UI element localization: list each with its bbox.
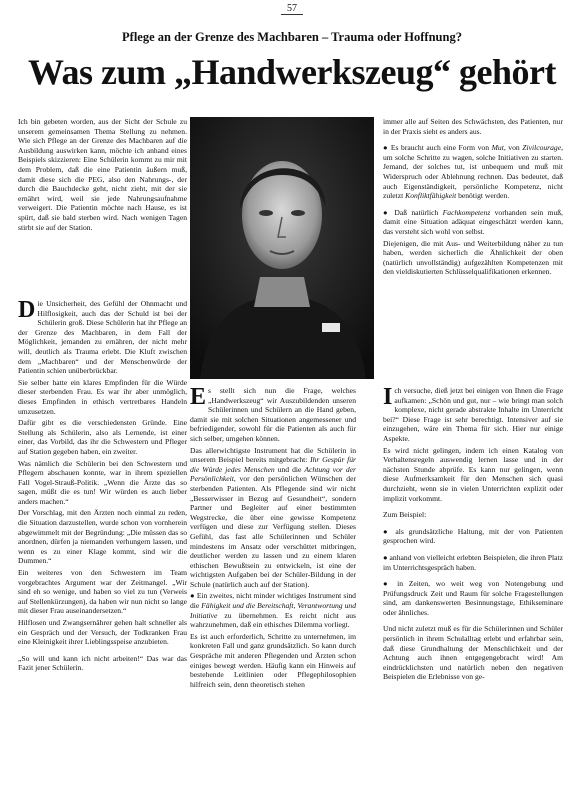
paragraph: Dafür gibt es die verschiedensten Gründe. Eine Stellung als Schülerin, also als Lernende, ist einer einer, das Vorbild, das ihr die Schwestern und Pfleger auf Station gegeben haben, ein zweiter. [18, 418, 187, 456]
paragraph: Es ist auch erforderlich, Schritte zu unternehmen, im konkreten Fall und ganz grundsätzlich. So kann durch Gespräche mit anderen Pflegenden und Ärzten schon einiges bewegt werden. Häufig kann ein Hinweis auf bestehende Leitlinien oder Pflegephilosophien hilfreich sein, denn theoretisch stehen [190, 631, 356, 689]
bullet-item: ● Es braucht auch eine Form von Mut, von Zivilcourage, um solche Schritte zu wagen, solche Initiativen zu starten. Jemand, der solches tut, ist unbequem und muß mit Widerspruch oder Ablehnung rechnen. Das bedeutet, daß auch Eigenständigkeit, persönliche Kompetenz, nicht zuletzt Konfliktfähigkeit benötigt werden. [383, 143, 563, 201]
dropcap: I [383, 386, 393, 410]
dropcap: D [18, 299, 36, 323]
paragraph: Was nämlich die Schülerin bei den Schwestern und Pflegern abschauen konnte, war in ihrem speziellen Fall Vogel-Strauß-Politik. „Wenn die Ärzte das so sagen, müßt die es tun! Wir würden es auch lieber anders machen.“ [18, 458, 187, 506]
paragraph: Es wird nicht gelingen, indem ich einen Katalog von Verhaltensregeln auswendig lernen lasse und in der nächsten Stunde abprüfe. Es kann nur gelingen, wenn diese Aufmerksamkeit für den Menschen sich quasi durchzieht, wenn sie in vielen Unterrichten explizit oder implizit vorkommt. [383, 445, 563, 503]
bullet-item: ● Daß natürlich Fachkompetenz vorhanden sein muß, damit eine Situation adäquat eingeschätzt werden kann, das versteht sich wohl von selbst. [383, 207, 563, 236]
bullet-item: ● in Zeiten, wo weit weg von Notengebung und Prüfungsdruck Zeit und Raum für solche Fragestellungen sind, am dankenswerten Besinnungstage, Ethikseminare oder ähnliches. [383, 579, 563, 617]
portrait-photo [190, 117, 374, 379]
column-left-top [18, 117, 187, 299]
paragraph: Das allerwichtigste Instrument hat die Schülerin in unserem Beispiel bereits mitgebracht: Ihr Gespür für die Würde jedes Menschen und die Achtung vor der Persönlichkeit, vor den persönlichen Wünschen der sterbenden Patienten. Als Pflegende sind wir nicht „Besserwisser in Bezug auf Gesundheit“, sondern Partner und Begleiter auf einer bestimmten Wegstrecke, die über eine gewisse Kompetenz verfügen und diese zur Verfügung stellen. Dieses Gefühl, das fast alle Schülerinnen und Schüler mindestens im Ansatz oder verschüttet mitbringen, deutlicher werden zu lassen und zu einem klaren ethischen Bewußtsein zu entwickeln, ist eine der wichtigsten Aufgaben bei der Schüler-Bildung in der Schule (natürlich auch auf der Station). [190, 445, 356, 589]
page-number: 57 [0, 3, 584, 14]
paragraph: immer alle auf Seiten des Schwächsten, des Patienten, nur in der Praxis sieht es anders aus. [383, 117, 563, 136]
paragraph: Zum Beispiel: [383, 510, 427, 520]
paragraph: Der Vorschlag, mit den Ärzten noch einmal zu reden, die Situation darzustellen, wurde schon von vornherein abgewimmelt mit der Begründung: „Die müssen das so anordnen, dürfen ja niemanden verhungern lassen, und wenn es zu einer Klage kommt, sind wir die Dummen.“ [18, 508, 187, 566]
paragraph: Es stellt sich nun die Frage, welches „Handwerkszeug“ wir Auszubildenden unseren Schülerinnen und Schülern an die Hand geben, damit sie mit solchen Situationen angemessener und befriedigender, sowohl für die Patienten als auch für sich selber, umgehen können. [190, 386, 356, 443]
paragraph: Sie selber hatte ein klares Empfinden für die Würde dieser sterbenden Frau. Es war ihr aber unmöglich, dieses Empfinden in ethisch vertretbares Handeln umzusetzen. [18, 377, 187, 416]
paragraph: Und nicht zuletzt muß es für die Schülerinnen und Schüler persönlich in ihrem Schulalltag erlebt und erfahrbar sein, daß diese Grundhaltung der Menschlichkeit und der Achtung auch ihnen entgegengebracht wird! Am eindrücklichsten und natürlich neben den negativen Beispielen die Erlebnisse von ge- [383, 624, 563, 682]
bullet-item: ● als grundsätzliche Haltung, mit der von Patienten gesprochen wird. [383, 526, 563, 546]
paragraph: ● Ein zweites, nicht minder wichtiges Instrument sind die Fähigkeit und die Bereitschaft, Verantwortung und Initiative zu übernehmen. Es reicht nicht aus wahrzunehmen, daß ein ethisches Dilemma vorliegt. [190, 591, 356, 630]
paragraph: Hilflosen und Zwangsernährer gehen halt schneller als ein Gespräch und der Versuch, der Todkranken Frau eine Kleinigkeit ihrer Lieblingsspeise anzubieten. [18, 618, 187, 647]
kicker: Pflege an der Grenze des Machbaren – Trauma oder Hoffnung? [122, 30, 462, 44]
column-right-top [383, 117, 563, 385]
paragraph: Ein weiteres von den Schwestern im Team vorgebrachtes Argument war der Zeitmangel. „Wir sind eh so wenige, und haben so viel zu tun (Verweis auf Stellenkürzungen), da haben wir nun nicht so lange mit dieser Frau auseinandersetzen.“ [18, 568, 187, 616]
dropcap: E [190, 386, 207, 410]
portrait-photo-image [190, 117, 374, 379]
column-left-bottom [18, 299, 187, 801]
paragraph: Ich bin gebeten worden, aus der Sicht der Schule zu unserem gemeinsamen Thema Stellung zu nehmen. Wie sich Pflege an der Grenze des Machbaren auf die Ausbildung auswirken kann, möchte ich anhand eines Beispiels skizzieren: Eine Schülerin kommt zu mir mit dem Problem, daß die eine Patientin äußern muß, damit diese sich die PEG, also den Nahrungs-, der durch die Bauchdecke geht, nicht zieht, mit der sie ernährt wird, weil sie jede Nahrungsaufnahme verweigert. Die Patientin möchte nach Hause, es ist spürt, daß sie bald sterben wird. Nach wenigen Tagen stirbt sie auf der Station. [18, 117, 187, 232]
column-right-bottom [383, 386, 563, 801]
paragraph: Ich versuche, dieß jetzt bei einigen von Ihnen die Frage aufkamen: „Schön und gut, nur – wie bringt man solch komplexe, nicht gerade abstrakte Inhalte im Unterricht bei?“ Diese Frage ist sehr berechtigt. Intensiver auf sie einzugehen, wäre ein Thema für sich. Hier nur einige Aspekte. [383, 386, 563, 443]
headline: Was zum „Handwerkszeug“ gehört [28, 52, 556, 92]
paragraph: Die Unsicherheit, des Gefühl der Ohnmacht und Hilflosigkeit, auch das der Schuld ist bei der Schülerin groß. Diese Schülerin hat ihr Pflege an der Grenze des Machbaren, in dem Fall der Möglichkeit, jemanden zu ernähren, der nicht mehr will, deutlich als Trauma erlebt. Die Kluft zwischen dem „Machbaren“ und der Menschenwürde der Patientin schien unüberbrückbar. [18, 299, 187, 376]
paragraph: Diejenigen, die mit Aus- und Weiterbildung näher zu tun haben, werden sicherlich die Ähnlichkeit der oben (natürlich unvollständig) aufgezählten Kompetenzen mit den vieldiskutierten Schlüsselqualifikationen erkennen. [383, 238, 563, 277]
paragraph: „So will und kann ich nicht arbeiten!“ Das war das Fazit jener Schülerin. [18, 653, 187, 673]
column-middle [190, 386, 356, 801]
bullet-item: ● anhand von vielleicht erlebten Beispielen, die ihren Platz im Unterrichtsgespräch haben. [383, 552, 563, 572]
